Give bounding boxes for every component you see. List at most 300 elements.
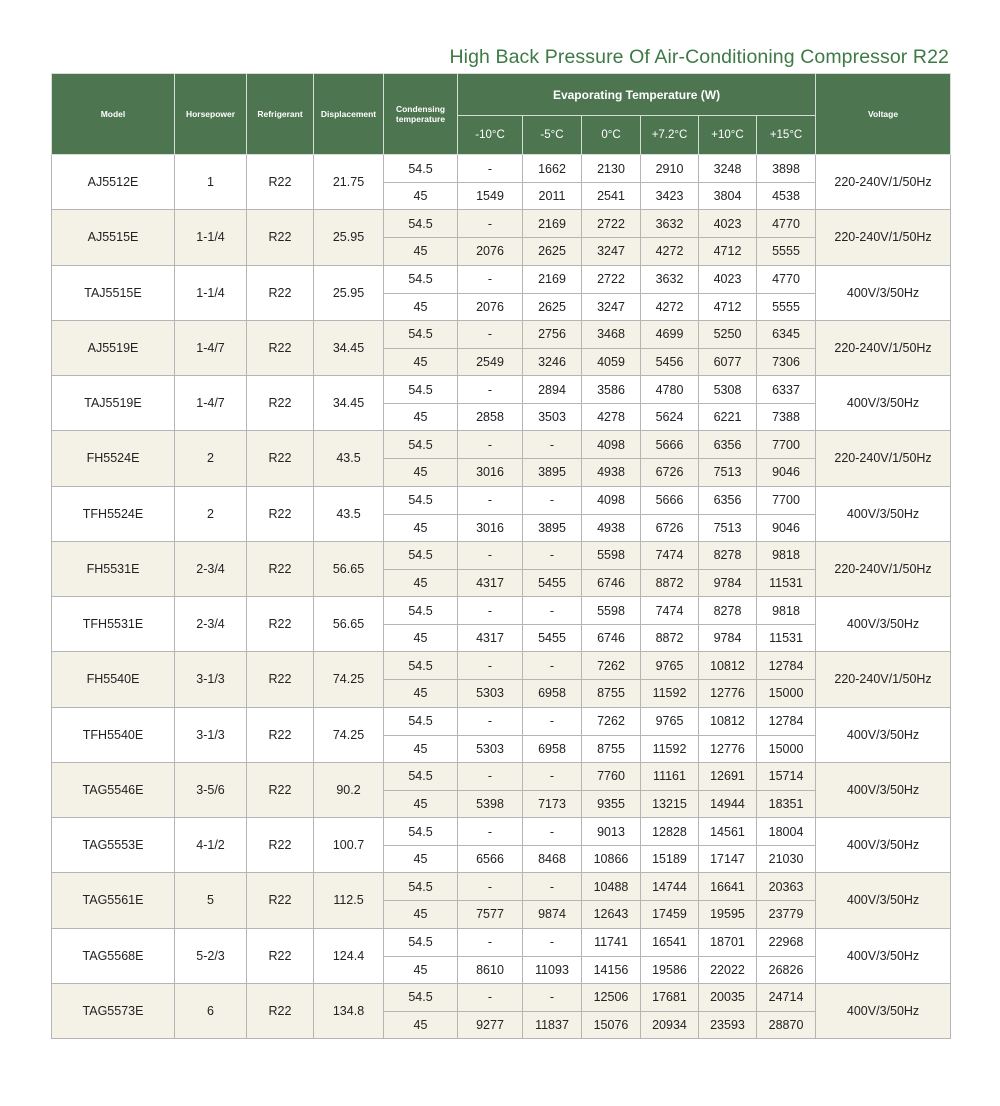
cell-condensing: 45 [384,238,458,265]
cell-capacity: - [523,652,582,680]
cell-capacity: 16541 [641,928,699,956]
cell-capacity: 4780 [641,376,699,404]
cell-capacity: 11531 [757,625,816,652]
cell-capacity: 15000 [757,735,816,762]
cell-capacity: - [458,376,523,404]
cell-voltage: 400V/3/50Hz [816,762,951,817]
cell-horsepower: 4-1/2 [175,818,247,873]
cell-capacity: 4770 [757,210,816,238]
cell-capacity: 2858 [458,404,523,431]
cell-capacity: 4272 [641,293,699,320]
cell-refrigerant: R22 [247,431,314,486]
cell-capacity: 11592 [641,735,699,762]
cell-condensing: 54.5 [384,541,458,569]
header-evaporating-temperature: Evaporating Temperature (W) [458,74,816,116]
cell-capacity: 7513 [699,514,757,541]
cell-capacity: 17147 [699,846,757,873]
cell-capacity: 11093 [523,956,582,983]
cell-capacity: - [523,597,582,625]
table-row-group [52,210,951,265]
cell-capacity: 11592 [641,680,699,707]
cell-horsepower: 1-1/4 [175,210,247,265]
cell-capacity: 23779 [757,901,816,928]
cell-voltage: 220-240V/1/50Hz [816,652,951,707]
cell-capacity: 7388 [757,404,816,431]
cell-condensing: 54.5 [384,762,458,790]
cell-capacity: 14944 [699,790,757,817]
cell-capacity: 3248 [699,155,757,183]
cell-capacity: 4770 [757,265,816,293]
cell-capacity: 9818 [757,597,816,625]
cell-capacity: - [458,155,523,183]
cell-capacity: 6345 [757,320,816,348]
cell-capacity: 3246 [523,348,582,375]
cell-refrigerant: R22 [247,155,314,210]
cell-model: TAG5568E [52,928,175,983]
cell-capacity: 5455 [523,625,582,652]
cell-capacity: 5398 [458,790,523,817]
cell-capacity: - [523,983,582,1011]
cell-capacity: 7173 [523,790,582,817]
cell-refrigerant: R22 [247,210,314,265]
cell-capacity: 6726 [641,514,699,541]
cell-capacity: 23593 [699,1011,757,1038]
cell-model: TAG5546E [52,762,175,817]
cell-model: TFH5540E [52,707,175,762]
header-model: Model [52,74,175,155]
cell-capacity: 2076 [458,238,523,265]
cell-capacity: 3468 [582,320,641,348]
cell-capacity: - [458,762,523,790]
cell-capacity: 10812 [699,652,757,680]
cell-condensing: 45 [384,569,458,596]
cell-voltage: 220-240V/1/50Hz [816,320,951,375]
table-row-group [52,707,951,762]
cell-capacity: 10488 [582,873,641,901]
cell-voltage: 400V/3/50Hz [816,376,951,431]
cell-horsepower: 1-4/7 [175,320,247,375]
cell-horsepower: 2-3/4 [175,597,247,652]
cell-refrigerant: R22 [247,652,314,707]
cell-capacity: - [458,541,523,569]
cell-capacity: 6356 [699,486,757,514]
cell-capacity: - [458,431,523,459]
cell-capacity: 8755 [582,680,641,707]
cell-condensing: 45 [384,514,458,541]
table-row-group [52,983,951,1038]
cell-horsepower: 6 [175,983,247,1038]
cell-condensing: 54.5 [384,597,458,625]
cell-voltage: 400V/3/50Hz [816,486,951,541]
cell-capacity: 3016 [458,514,523,541]
table-row-group [52,928,951,983]
cell-capacity: 14561 [699,818,757,846]
cell-capacity: 7474 [641,597,699,625]
cell-capacity: 9818 [757,541,816,569]
cell-capacity: 7700 [757,431,816,459]
cell-model: FH5524E [52,431,175,486]
cell-capacity: - [458,928,523,956]
cell-capacity: 2894 [523,376,582,404]
cell-capacity: 20934 [641,1011,699,1038]
cell-capacity: - [458,265,523,293]
cell-refrigerant: R22 [247,762,314,817]
cell-capacity: 5456 [641,348,699,375]
cell-capacity: 7262 [582,652,641,680]
cell-refrigerant: R22 [247,818,314,873]
cell-refrigerant: R22 [247,983,314,1038]
cell-displacement: 43.5 [314,486,384,541]
cell-capacity: 2130 [582,155,641,183]
cell-capacity: 2169 [523,210,582,238]
cell-condensing: 45 [384,680,458,707]
cell-capacity: 12643 [582,901,641,928]
cell-condensing: 54.5 [384,652,458,680]
table-header [52,74,951,155]
cell-capacity: 7513 [699,459,757,486]
cell-capacity: 17681 [641,983,699,1011]
cell-condensing: 54.5 [384,707,458,735]
cell-capacity: 20363 [757,873,816,901]
cell-condensing: 45 [384,846,458,873]
table-row-group [52,541,951,596]
cell-condensing: 45 [384,790,458,817]
cell-refrigerant: R22 [247,707,314,762]
cell-model: TAG5553E [52,818,175,873]
cell-condensing: 54.5 [384,818,458,846]
cell-capacity: 6958 [523,680,582,707]
cell-capacity: 6356 [699,431,757,459]
cell-capacity: 7262 [582,707,641,735]
table-row-group [52,431,951,486]
cell-model: AJ5512E [52,155,175,210]
header-horsepower: Horsepower [175,74,247,155]
cell-capacity: 5308 [699,376,757,404]
cell-capacity: 5666 [641,486,699,514]
table-row-group [52,873,951,928]
cell-capacity: 4278 [582,404,641,431]
cell-capacity: 5250 [699,320,757,348]
cell-model: TAJ5519E [52,376,175,431]
cell-displacement: 34.45 [314,320,384,375]
cell-capacity: 5455 [523,569,582,596]
cell-capacity: 15076 [582,1011,641,1038]
table-row-group [52,265,951,320]
cell-condensing: 54.5 [384,928,458,956]
cell-refrigerant: R22 [247,376,314,431]
cell-capacity: 5666 [641,431,699,459]
cell-capacity: 9765 [641,707,699,735]
cell-capacity: - [523,431,582,459]
cell-capacity: - [523,707,582,735]
cell-voltage: 400V/3/50Hz [816,707,951,762]
cell-horsepower: 2 [175,486,247,541]
cell-capacity: 4317 [458,569,523,596]
header-condensing-temperature: Condensing temperature [384,74,458,155]
cell-capacity: 2756 [523,320,582,348]
cell-model: TFH5524E [52,486,175,541]
cell-model: FH5531E [52,541,175,596]
cell-refrigerant: R22 [247,928,314,983]
table-row-group [52,762,951,817]
cell-capacity: 8278 [699,541,757,569]
header-voltage: Voltage [816,74,951,155]
cell-voltage: 220-240V/1/50Hz [816,155,951,210]
cell-capacity: 3895 [523,459,582,486]
cell-condensing: 45 [384,735,458,762]
cell-capacity: 4272 [641,238,699,265]
cell-capacity: - [523,762,582,790]
cell-capacity: - [523,873,582,901]
cell-capacity: 4098 [582,486,641,514]
cell-capacity: - [458,597,523,625]
cell-capacity: 3586 [582,376,641,404]
cell-condensing: 54.5 [384,873,458,901]
cell-condensing: 45 [384,901,458,928]
cell-capacity: 13215 [641,790,699,817]
cell-capacity: 4317 [458,625,523,652]
cell-voltage: 220-240V/1/50Hz [816,431,951,486]
cell-capacity: 9355 [582,790,641,817]
cell-voltage: 400V/3/50Hz [816,983,951,1038]
cell-capacity: 2722 [582,210,641,238]
cell-capacity: 4712 [699,238,757,265]
cell-horsepower: 1-4/7 [175,376,247,431]
cell-capacity: 12784 [757,652,816,680]
cell-capacity: - [458,210,523,238]
cell-capacity: 4538 [757,183,816,210]
cell-voltage: 400V/3/50Hz [816,873,951,928]
cell-refrigerant: R22 [247,320,314,375]
cell-refrigerant: R22 [247,873,314,928]
cell-horsepower: 3-1/3 [175,707,247,762]
cell-capacity: 3016 [458,459,523,486]
cell-capacity: 8278 [699,597,757,625]
cell-displacement: 56.65 [314,597,384,652]
cell-capacity: - [523,928,582,956]
cell-capacity: 6221 [699,404,757,431]
cell-capacity: 22022 [699,956,757,983]
cell-condensing: 54.5 [384,486,458,514]
cell-condensing: 45 [384,459,458,486]
cell-capacity: - [458,707,523,735]
cell-capacity: - [458,983,523,1011]
cell-capacity: 12776 [699,735,757,762]
header-temp: +15°C [757,116,816,155]
cell-displacement: 34.45 [314,376,384,431]
cell-capacity: 6566 [458,846,523,873]
cell-capacity: 1549 [458,183,523,210]
header-temp: 0°C [582,116,641,155]
cell-capacity: 10812 [699,707,757,735]
cell-capacity: 7577 [458,901,523,928]
cell-voltage: 400V/3/50Hz [816,818,951,873]
table-row-group [52,597,951,652]
cell-capacity: - [458,652,523,680]
cell-capacity: 4938 [582,514,641,541]
cell-capacity: 8872 [641,569,699,596]
cell-capacity: 21030 [757,846,816,873]
cell-displacement: 43.5 [314,431,384,486]
cell-condensing: 45 [384,956,458,983]
cell-capacity: 5598 [582,541,641,569]
table-row-group [52,320,951,375]
cell-capacity: 9013 [582,818,641,846]
cell-horsepower: 2 [175,431,247,486]
cell-refrigerant: R22 [247,486,314,541]
cell-capacity: - [523,486,582,514]
cell-voltage: 400V/3/50Hz [816,928,951,983]
cell-horsepower: 1-1/4 [175,265,247,320]
table-row-group [52,155,951,210]
cell-capacity: 18351 [757,790,816,817]
cell-capacity: - [458,818,523,846]
header-temp: +7.2°C [641,116,699,155]
cell-capacity: 15189 [641,846,699,873]
cell-condensing: 45 [384,293,458,320]
cell-capacity: 3895 [523,514,582,541]
cell-horsepower: 1 [175,155,247,210]
cell-capacity: 7306 [757,348,816,375]
cell-refrigerant: R22 [247,265,314,320]
cell-capacity: 6746 [582,569,641,596]
cell-capacity: - [523,541,582,569]
cell-condensing: 45 [384,183,458,210]
cell-capacity: - [458,873,523,901]
cell-capacity: 2625 [523,293,582,320]
cell-displacement: 74.25 [314,707,384,762]
cell-voltage: 220-240V/1/50Hz [816,541,951,596]
cell-model: AJ5515E [52,210,175,265]
cell-capacity: 1662 [523,155,582,183]
cell-capacity: 15714 [757,762,816,790]
cell-condensing: 45 [384,348,458,375]
cell-capacity: 3632 [641,210,699,238]
table-row-group [52,818,951,873]
cell-capacity: 24714 [757,983,816,1011]
cell-model: TAG5573E [52,983,175,1038]
cell-capacity: 15000 [757,680,816,707]
cell-condensing: 54.5 [384,210,458,238]
cell-capacity: 7700 [757,486,816,514]
cell-capacity: 19586 [641,956,699,983]
cell-capacity: 11161 [641,762,699,790]
cell-capacity: 6726 [641,459,699,486]
cell-horsepower: 2-3/4 [175,541,247,596]
header-temp: -5°C [523,116,582,155]
cell-displacement: 124.4 [314,928,384,983]
cell-capacity: 18701 [699,928,757,956]
cell-capacity: - [458,320,523,348]
cell-capacity: 5598 [582,597,641,625]
cell-displacement: 74.25 [314,652,384,707]
cell-model: AJ5519E [52,320,175,375]
cell-capacity: 9784 [699,569,757,596]
cell-refrigerant: R22 [247,541,314,596]
cell-condensing: 45 [384,1011,458,1038]
cell-capacity: 11837 [523,1011,582,1038]
cell-capacity: 5555 [757,293,816,320]
cell-capacity: 2076 [458,293,523,320]
cell-capacity: 3503 [523,404,582,431]
cell-capacity: 18004 [757,818,816,846]
cell-capacity: 16641 [699,873,757,901]
cell-displacement: 56.65 [314,541,384,596]
cell-voltage: 400V/3/50Hz [816,597,951,652]
cell-condensing: 54.5 [384,431,458,459]
compressor-spec-table [51,73,951,1039]
cell-capacity: 2910 [641,155,699,183]
cell-capacity: - [523,818,582,846]
cell-capacity: 6958 [523,735,582,762]
cell-capacity: 2722 [582,265,641,293]
cell-voltage: 400V/3/50Hz [816,265,951,320]
cell-capacity: 14156 [582,956,641,983]
cell-capacity: 2169 [523,265,582,293]
cell-capacity: 9046 [757,514,816,541]
cell-capacity: 4938 [582,459,641,486]
cell-capacity: 7760 [582,762,641,790]
cell-capacity: 14744 [641,873,699,901]
cell-capacity: - [458,486,523,514]
header-refrigerant: Refrigerant [247,74,314,155]
cell-condensing: 45 [384,404,458,431]
cell-displacement: 134.8 [314,983,384,1038]
cell-capacity: 4098 [582,431,641,459]
cell-capacity: 2541 [582,183,641,210]
cell-capacity: 2011 [523,183,582,210]
cell-condensing: 45 [384,625,458,652]
cell-capacity: 28870 [757,1011,816,1038]
cell-capacity: 2625 [523,238,582,265]
table-row-group [52,376,951,431]
cell-capacity: 11531 [757,569,816,596]
table-row-group [52,652,951,707]
cell-capacity: 8610 [458,956,523,983]
cell-capacity: 26826 [757,956,816,983]
cell-capacity: 9046 [757,459,816,486]
cell-capacity: 12828 [641,818,699,846]
cell-capacity: 6337 [757,376,816,404]
cell-displacement: 25.95 [314,265,384,320]
cell-capacity: 2549 [458,348,523,375]
cell-capacity: 6746 [582,625,641,652]
table-row-group [52,486,951,541]
cell-model: FH5540E [52,652,175,707]
cell-capacity: 11741 [582,928,641,956]
cell-capacity: 9765 [641,652,699,680]
cell-capacity: 3247 [582,293,641,320]
cell-capacity: 9784 [699,625,757,652]
cell-model: TFH5531E [52,597,175,652]
header-temp: +10°C [699,116,757,155]
cell-capacity: 9874 [523,901,582,928]
cell-capacity: 7474 [641,541,699,569]
cell-capacity: 17459 [641,901,699,928]
cell-capacity: 4059 [582,348,641,375]
cell-capacity: 12776 [699,680,757,707]
cell-condensing: 54.5 [384,376,458,404]
cell-capacity: 22968 [757,928,816,956]
cell-condensing: 54.5 [384,155,458,183]
cell-capacity: 12784 [757,707,816,735]
cell-capacity: 3804 [699,183,757,210]
cell-capacity: 9277 [458,1011,523,1038]
cell-capacity: 5624 [641,404,699,431]
cell-condensing: 54.5 [384,320,458,348]
cell-capacity: 6077 [699,348,757,375]
cell-capacity: 4023 [699,265,757,293]
